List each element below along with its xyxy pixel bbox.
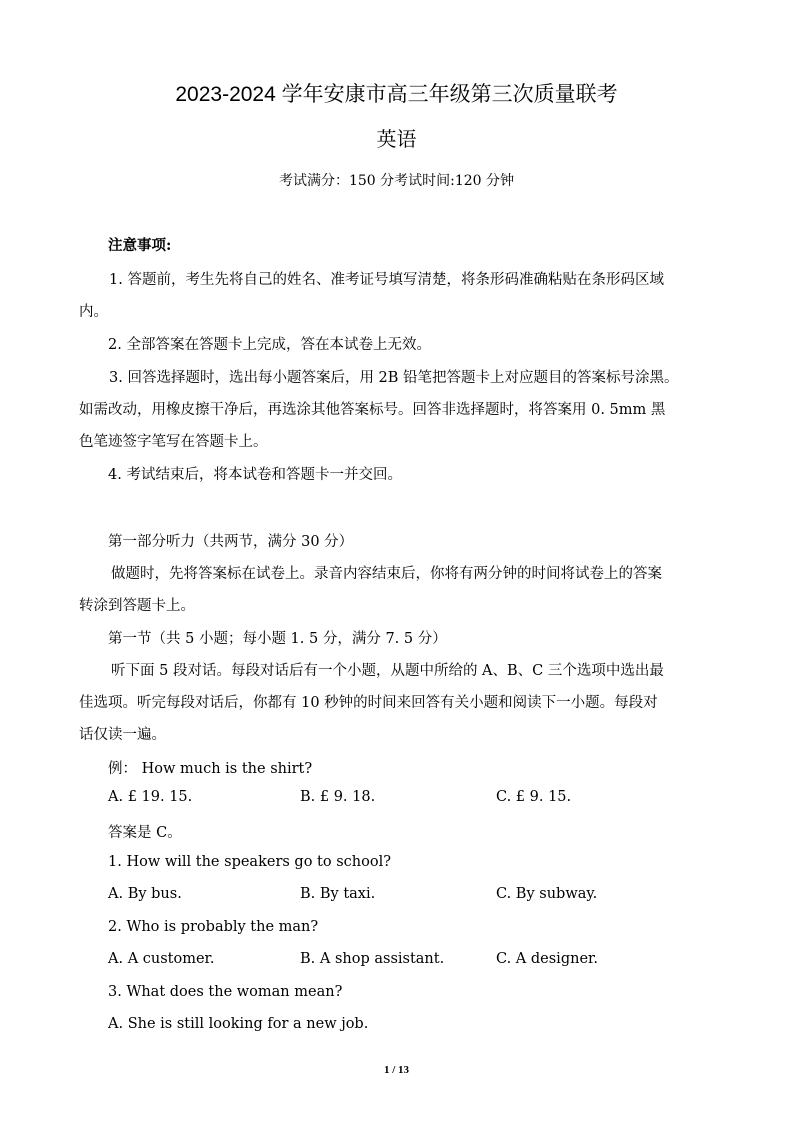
subject-title: 英语 <box>376 127 417 151</box>
part1-intro-line-2: 转涂到答题卡上。 <box>79 598 195 614</box>
note-item-1-line-1: 1. 答题前，考生先将自己的姓名、准考证号填写清楚，将条形码准确粘贴在条形码区域 <box>109 272 664 288</box>
question-2-option-a: A. A customer. <box>108 951 215 967</box>
question-2-option-c: C. A designer. <box>496 951 598 967</box>
section1-intro-line-3: 话仅读一遍。 <box>79 727 166 743</box>
page-number: 1 / 13 <box>383 1064 410 1076</box>
section1-heading: 第一节（共 5 小题；每小题 1. 5 分，满分 7. 5 分） <box>108 631 447 647</box>
question-1-option-c: C. By subway. <box>496 886 598 902</box>
question-2-option-b: B. A shop assistant. <box>300 951 445 967</box>
note-item-1-line-2: 内。 <box>79 304 108 320</box>
example-option-a: A. £ 19. 15. <box>108 789 193 805</box>
exam-title: 2023-2024 学年安康市高三年级第三次质量联考 <box>175 83 618 106</box>
exam-info: 考试满分：150 分考试时间:120 分钟 <box>278 173 515 189</box>
note-item-3-line-1: 3. 回答选择题时，选出每小题答案后，用 2B 铅笔把答题卡上对应题目的答案标号涂黑。 <box>109 370 679 386</box>
example-answer: 答案是 C。 <box>108 825 182 841</box>
note-item-3-line-2: 如需改动，用橡皮擦干净后，再选涂其他答案标号。回答非选择题时，将答案用 0. 5mm 黑 <box>79 402 666 418</box>
note-item-4: 4. 考试结束后，将本试卷和答题卡一并交回。 <box>108 467 402 483</box>
question-1: 1. How will the speakers go to school? <box>108 854 391 870</box>
section1-intro-line-1: 听下面 5 段对话。每段对话后有一个小题，从题中所给的 A、B、C 三个选项中选出最 <box>111 663 664 679</box>
part1-intro-line-1: 做题时，先将答案标在试卷上。录音内容结束后，你将有两分钟的时间将试卷上的答案 <box>111 566 662 582</box>
example-option-c: C. £ 9. 15. <box>496 789 572 805</box>
example-question: 例： How much is the shirt? <box>108 761 313 777</box>
notes-heading: 注意事项: <box>108 237 172 254</box>
question-1-option-b: B. By taxi. <box>300 886 376 902</box>
section1-intro-line-2: 佳选项。听完每段对话后，你都有 10 秒钟的时间来回答有关小题和阅读下一小题。每段对 <box>79 695 658 711</box>
question-3-option-a: A. She is still looking for a new job. <box>108 1016 369 1032</box>
question-2: 2. Who is probably the man? <box>108 919 319 935</box>
question-1-option-a: A. By bus. <box>108 886 182 902</box>
question-3: 3. What does the woman mean? <box>108 984 343 1000</box>
part1-heading: 第一部分听力（共两节，满分 30 分） <box>108 534 354 550</box>
note-item-2: 2. 全部答案在答题卡上完成，答在本试卷上无效。 <box>108 337 431 353</box>
note-item-3-line-3: 色笔迹签字笔写在答题卡上。 <box>79 434 268 450</box>
example-option-b: B. £ 9. 18. <box>300 789 376 805</box>
